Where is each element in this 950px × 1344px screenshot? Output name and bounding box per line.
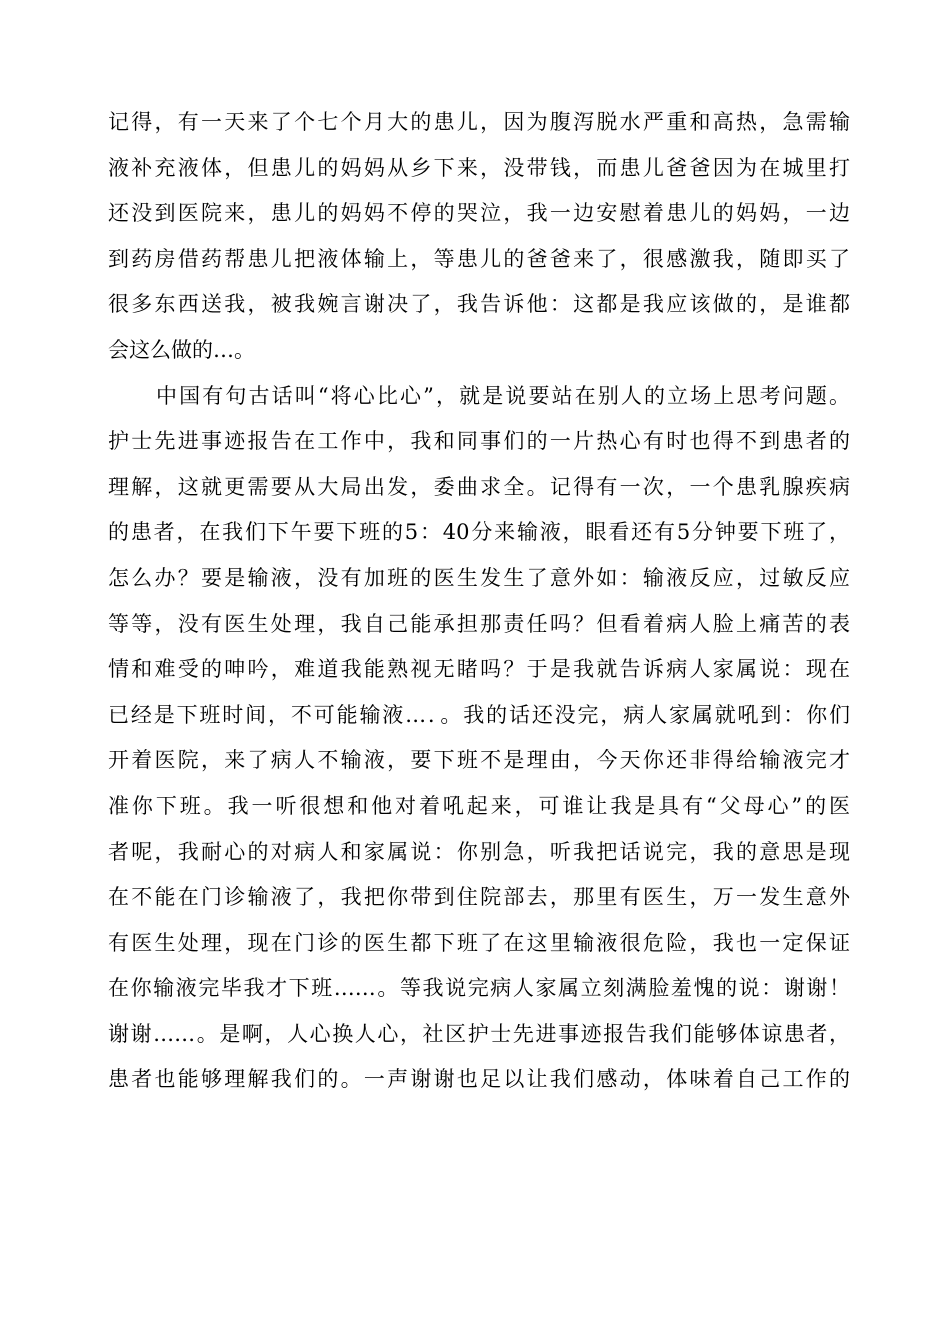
text-line: 者呢，我耐心的对病人和家属说：你别急，听我把话说完，我的意思是现: [108, 839, 850, 864]
text-line: 怎么办？要是输液，没有加班的医生发生了意外如：输液反应，过敏反应: [108, 565, 850, 590]
text-line: 谢谢……。是啊，人心换人心，社区护士先进事迹报告我们能够体谅患者，: [108, 1021, 850, 1046]
text-line: 会这么做的…。: [108, 337, 255, 362]
text-line: 中国有句古话叫“将心比心”，就是说要站在别人的立场上思考问题。: [156, 383, 850, 408]
text-line: 的患者，在我们下午要下班的5：40分来输液，眼看还有5分钟要下班了，: [108, 520, 850, 545]
text-line: 理解，这就更需要从大局出发，委曲求全。记得有一次，一个患乳腺疾病: [108, 474, 850, 499]
document-body: [108, 100, 850, 1103]
text-line: 很多东西送我，被我婉言谢决了，我告诉他：这都是我应该做的，是谁都: [108, 292, 850, 317]
text-line: 开着医院，来了病人不输液，要下班不是理由，今天你还非得给输液完才: [108, 748, 850, 773]
paragraph-2: [108, 374, 850, 1104]
text-line: 液补充液体，但患儿的妈妈从乡下来，没带钱，而患儿爸爸因为在城里打: [108, 155, 850, 180]
text-line: 在不能在门诊输液了，我把你带到住院部去，那里有医生，万一发生意外: [108, 885, 850, 910]
paragraph-1: [108, 100, 850, 374]
text-line: 情和难受的呻吟，难道我能熟视无睹吗？于是我就告诉病人家属说：现在: [108, 657, 850, 682]
text-line: 记得，有一天来了个七个月大的患儿，因为腹泻脱水严重和高热，急需输: [108, 110, 850, 134]
text-line: 准你下班。我一听很想和他对着吼起来，可谁让我是具有“父母心”的医: [108, 793, 850, 818]
text-line: 还没到医院来，患儿的妈妈不停的哭泣，我一边安慰着患儿的妈妈，一边: [108, 201, 850, 226]
text-line: 护士先进事迹报告在工作中，我和同事们的一片热心有时也得不到患者的: [108, 429, 850, 454]
text-line: 在你输液完毕我才下班……。等我说完病人家属立刻满脸羞愧的说：谢谢！: [108, 976, 850, 1001]
text-line: 有医生处理，现在门诊的医生都下班了在这里输液很危险，我也一定保证: [108, 930, 850, 955]
text-line: 已经是下班时间，不可能输液…．。我的话还没完，病人家属就吼到：你们: [108, 702, 850, 727]
text-line: 等等，没有医生处理，我自己能承担那责任吗？但看着病人脸上痛苦的表: [108, 611, 850, 636]
text-line: 患者也能够理解我们的。一声谢谢也足以让我们感动，体味着自己工作的: [108, 1067, 850, 1092]
text-line: 到药房借药帮患儿把液体输上，等患儿的爸爸来了，很感激我，随即买了: [108, 246, 850, 271]
